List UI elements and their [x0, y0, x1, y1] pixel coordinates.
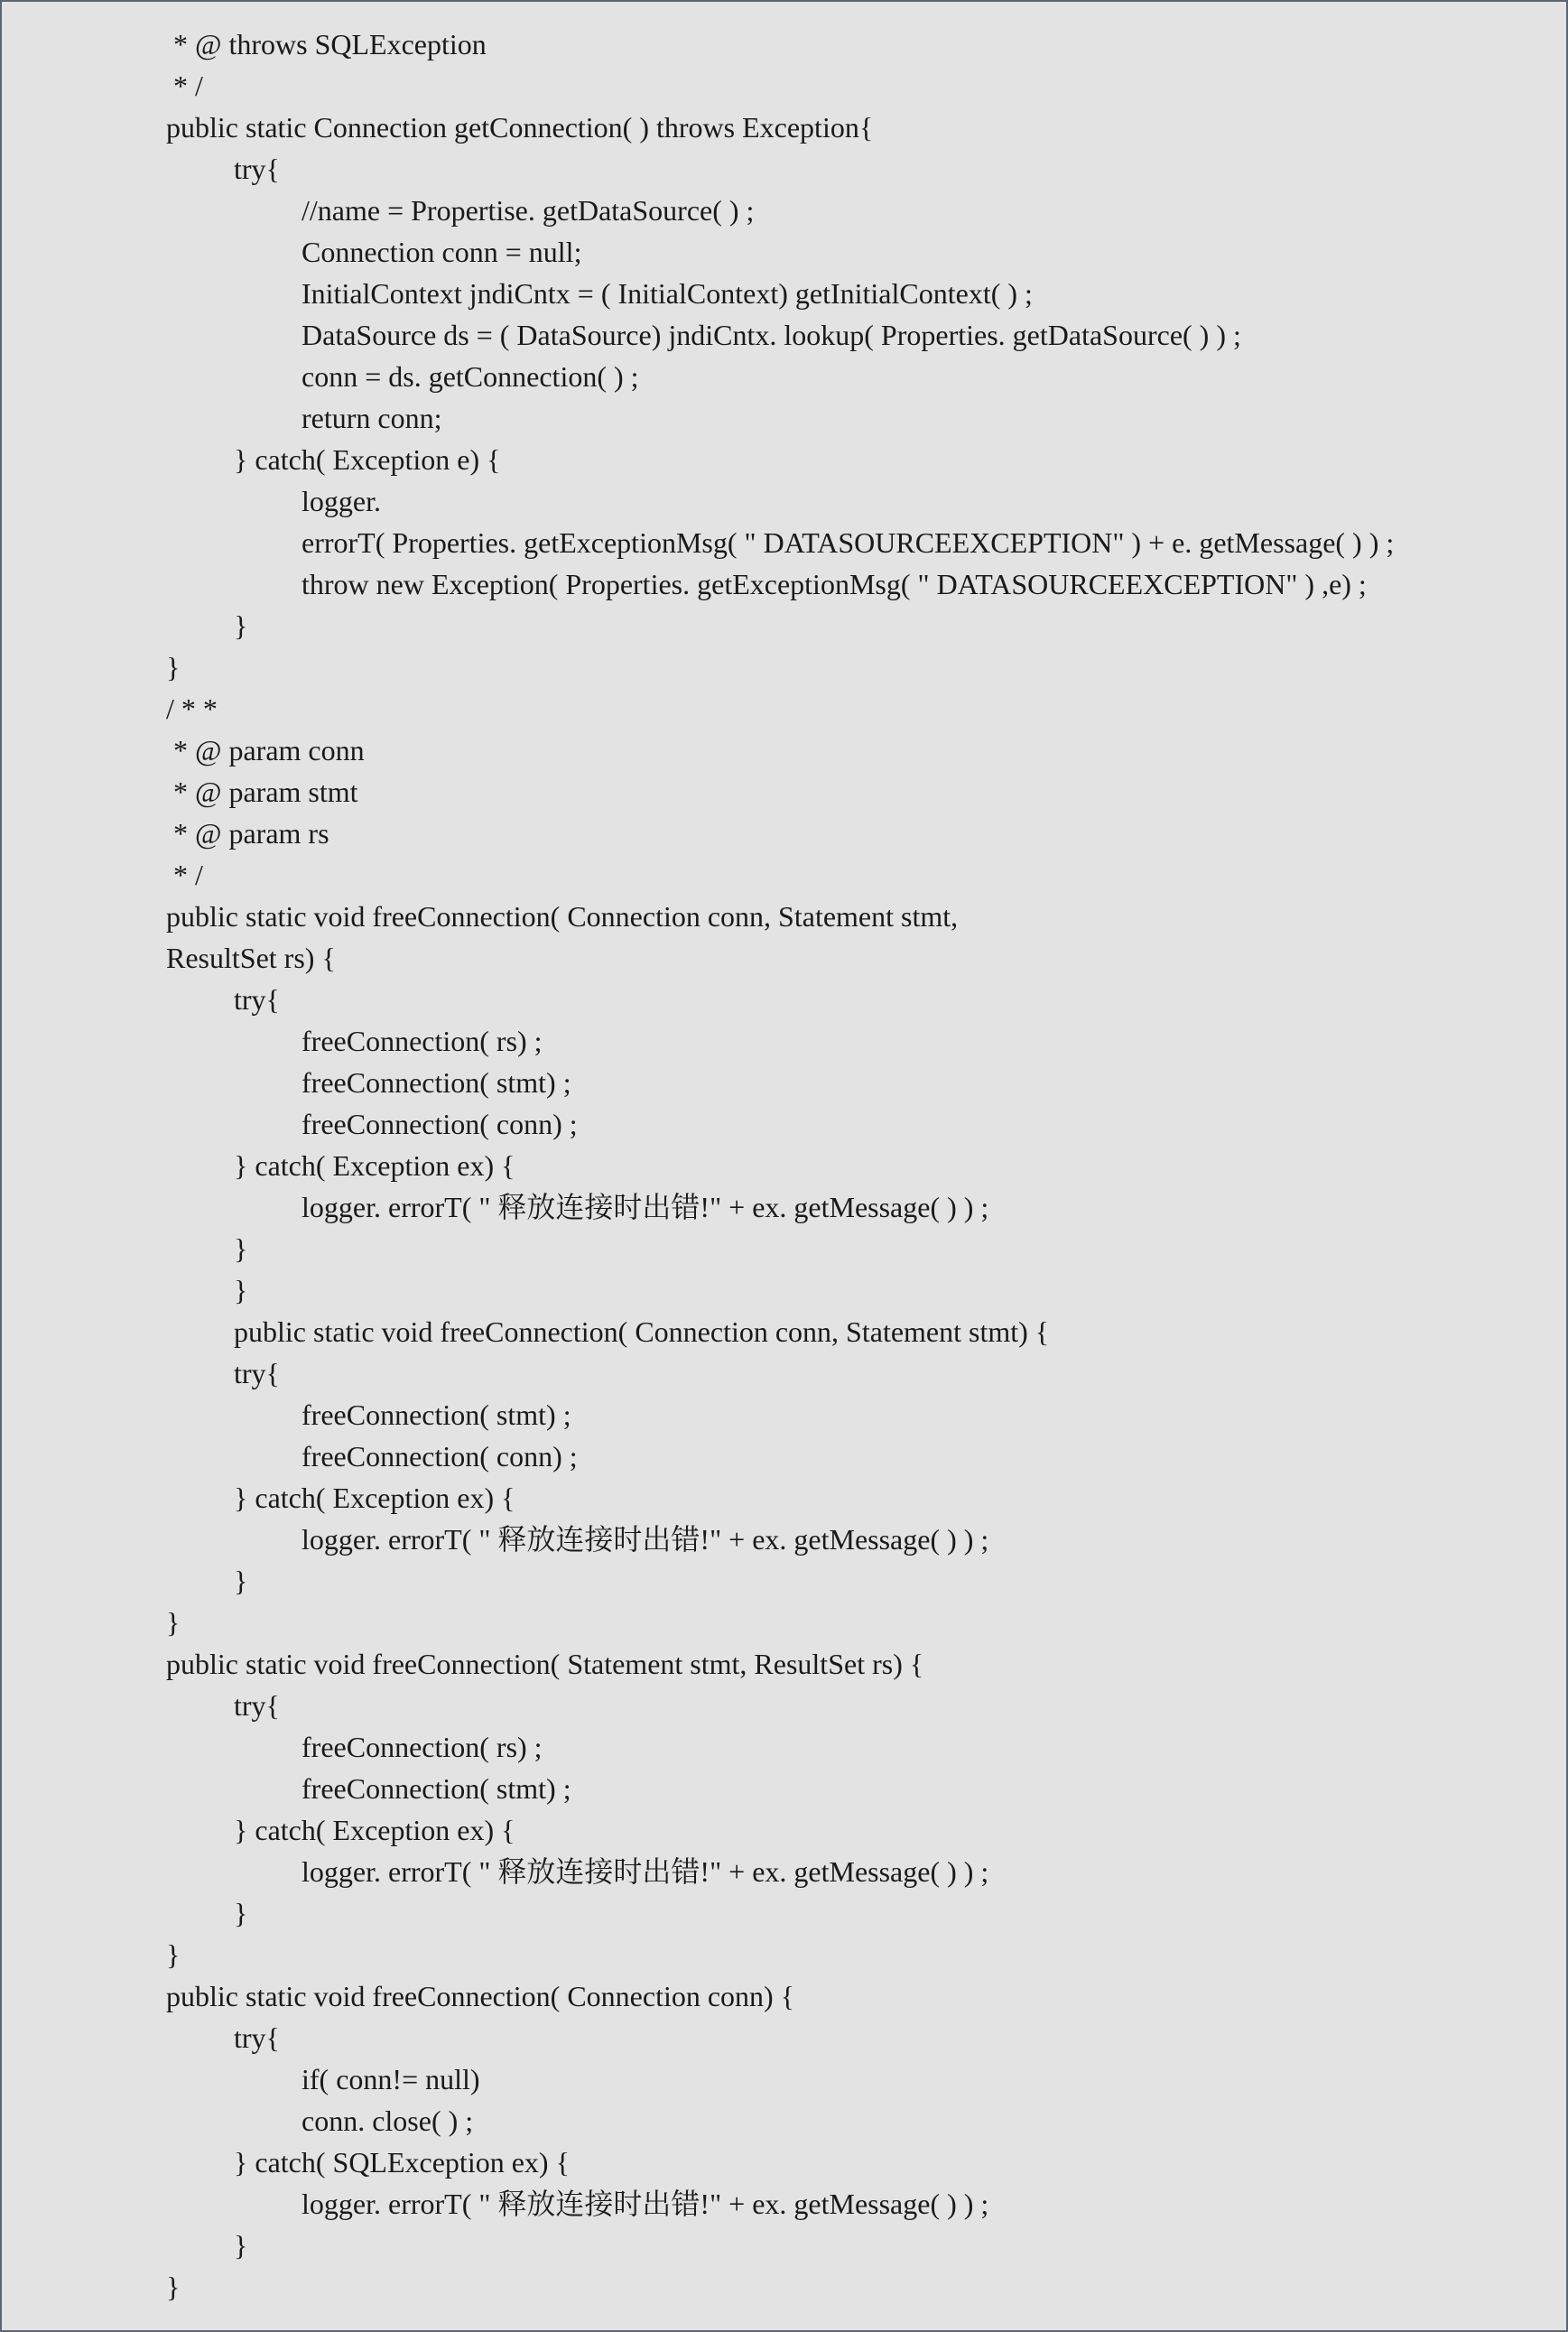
code-line: try{: [234, 153, 280, 185]
code-line: errorT( Properties. getExceptionMsg( " DATASOURCEEXCEPTION" ) + e. getMessage( ) ) ;: [302, 526, 1395, 559]
code-line: logger.: [302, 485, 381, 517]
code-line: public static void freeConnection( Connection conn, Statement stmt) {: [234, 1315, 1050, 1348]
code-line: } catch( Exception ex) {: [234, 1814, 515, 1846]
code-line: return conn;: [302, 402, 442, 434]
code-line: logger. errorT( " 释放连接时出错!" + ex. getMessage( ) ) ;: [302, 1523, 989, 1556]
code-line: }: [234, 1565, 248, 1597]
code-line: conn = ds. getConnection( ) ;: [302, 360, 639, 393]
code-line: public static void freeConnection( Statement stmt, ResultSet rs) {: [166, 1648, 924, 1680]
code-line: }: [234, 609, 248, 642]
code-line: } catch( Exception ex) {: [234, 1482, 515, 1514]
code-line: logger. errorT( " 释放连接时出错!" + ex. getMessage( ) ) ;: [302, 1191, 989, 1223]
code-line: logger. errorT( " 释放连接时出错!" + ex. getMessage( ) ) ;: [302, 2188, 989, 2220]
code-line: public static void freeConnection( Connection conn, Statement stmt,: [166, 900, 959, 933]
code-line: / * *: [166, 692, 218, 725]
code-line: //name = Propertise. getDataSource( ) ;: [302, 194, 755, 227]
code-line: }: [234, 2229, 248, 2262]
code-line: freeConnection( rs) ;: [302, 1025, 543, 1057]
code-line: conn. close( ) ;: [302, 2104, 474, 2137]
code-line: try{: [234, 1689, 280, 1722]
code-line: * @ param stmt: [166, 776, 358, 808]
code-line: }: [234, 1274, 248, 1306]
code-line: freeConnection( stmt) ;: [302, 1066, 571, 1099]
code-line: try{: [234, 1357, 280, 1389]
code-block: [2, 23, 1566, 2308]
code-line: freeConnection( conn) ;: [302, 1440, 578, 1473]
code-line: }: [234, 1897, 248, 1929]
code-line: DataSource ds = ( DataSource) jndiCntx. lookup( Properties. getDataSource( ) ) ;: [302, 319, 1241, 351]
code-line: } catch( Exception ex) {: [234, 1149, 515, 1182]
code-line: * /: [166, 859, 203, 891]
code-line: freeConnection( stmt) ;: [302, 1398, 571, 1431]
code-line: public static Connection getConnection( ) throws Exception{: [166, 111, 874, 144]
code-line: try{: [234, 2021, 280, 2054]
code-line: * @ throws SQLException: [166, 28, 487, 60]
code-line: logger. errorT( " 释放连接时出错!" + ex. getMessage( ) ) ;: [302, 1855, 989, 1888]
code-line: }: [166, 651, 181, 683]
code-line: * /: [166, 70, 203, 102]
code-line: * @ param conn: [166, 734, 365, 766]
code-line: }: [166, 1938, 181, 1971]
code-line: InitialContext jndiCntx = ( InitialContext) getInitialContext( ) ;: [302, 277, 1033, 310]
code-line: } catch( Exception e) {: [234, 443, 501, 476]
code-line: }: [166, 2271, 181, 2303]
code-line: ResultSet rs) {: [166, 942, 336, 974]
code-line: throw new Exception( Properties. getExceptionMsg( " DATASOURCEEXCEPTION" ) ,e) ;: [302, 568, 1367, 600]
code-line: } catch( SQLException ex) {: [234, 2146, 570, 2179]
code-line: Connection conn = null;: [302, 236, 582, 268]
code-line: * @ param rs: [166, 817, 329, 850]
code-line: freeConnection( stmt) ;: [302, 1772, 571, 1805]
code-line: }: [166, 1606, 181, 1639]
code-line: freeConnection( rs) ;: [302, 1731, 543, 1763]
code-line: try{: [234, 983, 280, 1016]
code-line: if( conn!= null): [302, 2063, 480, 2095]
code-line: public static void freeConnection( Connection conn) {: [166, 1980, 795, 2012]
code-line: }: [234, 1232, 248, 1265]
code-line: freeConnection( conn) ;: [302, 1108, 578, 1140]
